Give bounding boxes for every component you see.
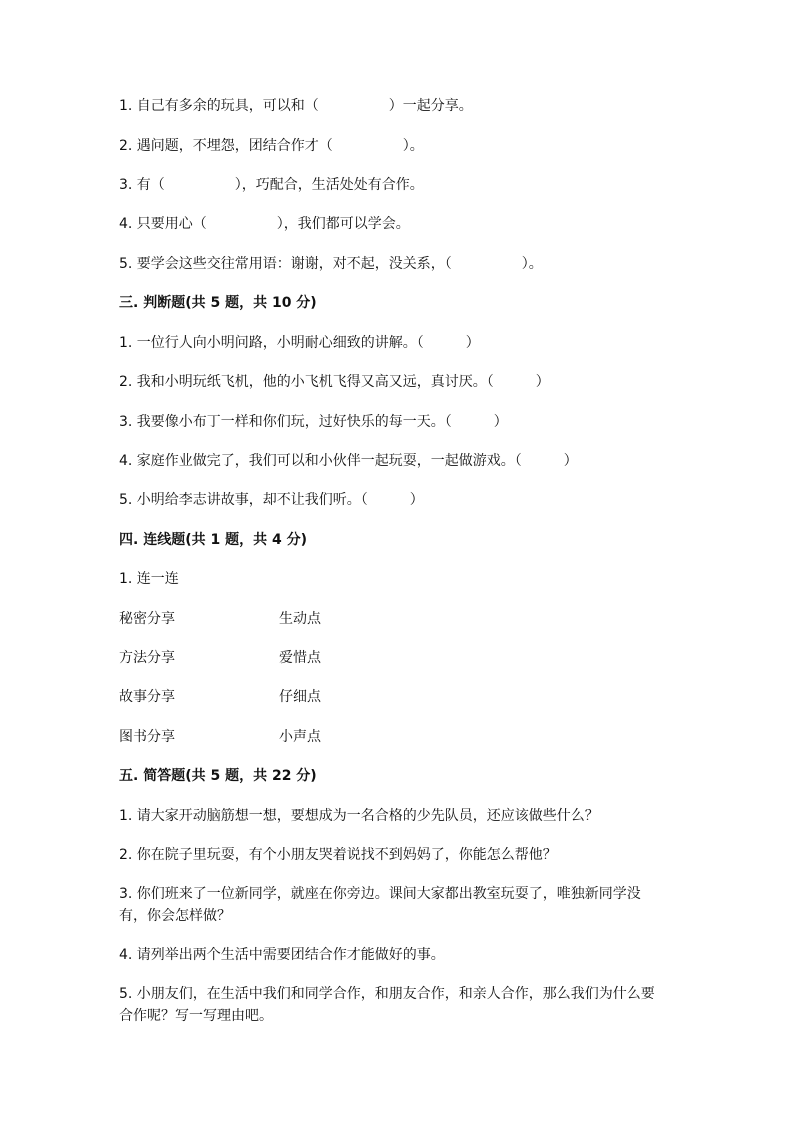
- fill-blank-item-2: 2. 遇问题，不埋怨，团结合作才（ ）。: [119, 138, 424, 154]
- judge-item-5: 5. 小明给李志讲故事，却不让我们听。（ ）: [119, 492, 424, 508]
- match-right-4: 小声点: [279, 729, 321, 745]
- short-answer-item-3: 3. 你们班来了一位新同学，就座在你旁边。课间大家都出教室玩耍了，唯独新同学没有，你会怎样做？: [119, 886, 641, 924]
- section-heading-judge: 三. 判断题(共 5 题，共 10 分): [119, 295, 317, 311]
- judge-item-4: 4. 家庭作业做完了，我们可以和小伙伴一起玩耍，一起做游戏。（ ）: [119, 453, 578, 469]
- short-answer-item-2: 2. 你在院子里玩耍，有个小朋友哭着说找不到妈妈了，你能怎么帮他？: [119, 847, 557, 863]
- fill-blank-item-3: 3. 有（ ），巧配合，生活处处有合作。: [119, 177, 424, 193]
- match-question: 1. 连一连: [119, 571, 179, 587]
- match-right-1: 生动点: [279, 611, 321, 627]
- match-right-2: 爱惜点: [279, 650, 321, 666]
- judge-item-2: 2. 我和小明玩纸飞机，他的小飞机飞得又高又远，真讨厌。（ ）: [119, 374, 550, 390]
- match-left-4: 图书分享: [119, 729, 175, 745]
- judge-item-1: 1. 一位行人向小明问路，小明耐心细致的讲解。（ ）: [119, 335, 480, 351]
- match-left-2: 方法分享: [119, 650, 175, 666]
- judge-item-3: 3. 我要像小布丁一样和你们玩，过好快乐的每一天。（ ）: [119, 414, 508, 430]
- section-heading-match: 四. 连线题(共 1 题，共 4 分): [119, 532, 307, 548]
- match-left-1: 秘密分享: [119, 611, 175, 627]
- short-answer-item-5: 5. 小朋友们，在生活中我们和同学合作，和朋友合作，和亲人合作，那么我们为什么要合作呢？写一写理由吧。: [119, 986, 655, 1024]
- short-answer-item-1: 1. 请大家开动脑筋想一想，要想成为一名合格的少先队员，还应该做些什么？: [119, 808, 599, 824]
- section-heading-short-answer: 五. 简答题(共 5 题，共 22 分): [119, 768, 317, 784]
- fill-blank-item-1: 1. 自己有多余的玩具，可以和（ ）一起分享。: [119, 98, 473, 114]
- fill-blank-item-4: 4. 只要用心（ ），我们都可以学会。: [119, 216, 410, 232]
- fill-blank-item-5: 5. 要学会这些交往常用语：谢谢，对不起，没关系，（ ）。: [119, 256, 543, 272]
- short-answer-item-4: 4. 请列举出两个生活中需要团结合作才能做好的事。: [119, 947, 445, 963]
- match-right-3: 仔细点: [279, 689, 321, 705]
- match-left-3: 故事分享: [119, 689, 175, 705]
